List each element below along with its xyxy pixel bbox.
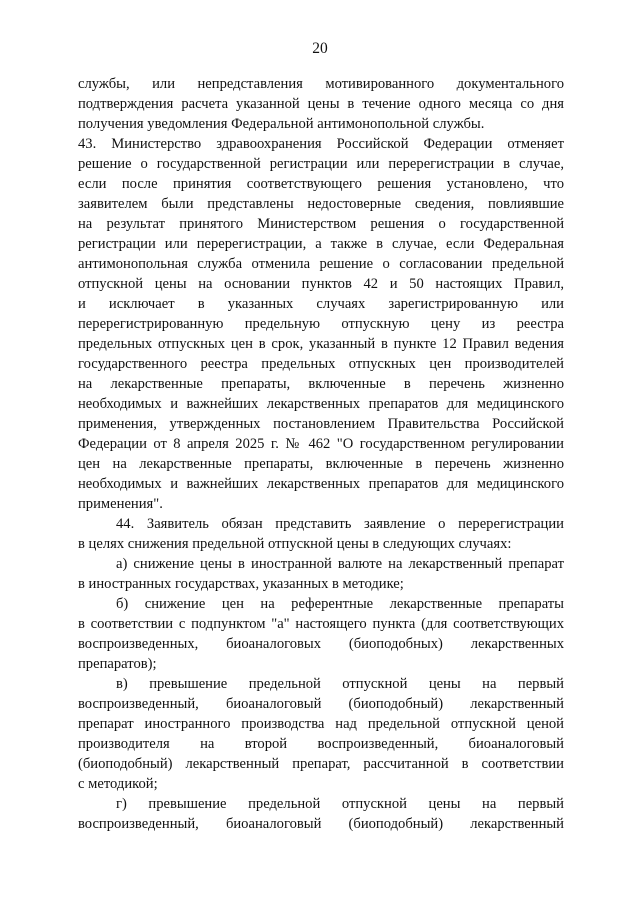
text-line: необходимых и важнейших лекарственных препаратов для медицинского (78, 396, 564, 412)
body-text (78, 74, 564, 834)
text-line: государственного реестра предельных отпускных цен производителей (78, 356, 564, 372)
text-line: отпускной цены на основании пунктов 42 и 50 настоящих Правил, (78, 276, 564, 292)
text-line: на лекарственные препараты, включенные в перечень жизненно (78, 376, 564, 392)
text-line: 43. Министерство здравоохранения Российской Федерации отменяет (78, 136, 564, 152)
text-line: на результат принятого Министерством решения о государственной (78, 216, 564, 232)
text-line: в целях снижения предельной отпускной цены в следующих случаях: (78, 536, 512, 552)
text-line: службы, или непредставления мотивированного документального (78, 76, 564, 92)
text-line: если после принятия соответствующего решения установлено, что (78, 176, 564, 192)
text-line: подтверждения расчета указанной цены в течение одного месяца со дня (78, 96, 564, 112)
text-line: б) снижение цен на референтные лекарственные препараты (116, 596, 564, 612)
text-line: и исключает в указанных случаях зарегистрированную или (78, 296, 564, 312)
text-line: Федерации от 8 апреля 2025 г. № 462 "О государственном регулировании (78, 436, 564, 452)
text-line: регистрации или перерегистрации, а также в случае, если Федеральная (78, 236, 564, 252)
text-line: воспроизведенный, биоаналоговый (биоподобный) лекарственный (78, 816, 564, 832)
text-line: применения". (78, 496, 163, 512)
text-line: в) превышение предельной отпускной цены на первый (116, 676, 564, 692)
text-line: (биоподобный) лекарственный препарат, рассчитанной в соответствии (78, 756, 564, 772)
text-line: воспроизведенный, биоаналоговый (биоподобный) лекарственный (78, 696, 564, 712)
text-line: производителя на второй воспроизведенный, биоаналоговый (78, 736, 564, 752)
text-line: с методикой; (78, 776, 158, 792)
text-line: цен на лекарственные препараты, включенные в перечень жизненно (78, 456, 564, 472)
text-line: антимонопольная служба отменила решение о согласовании предельной (78, 256, 564, 272)
text-line: заявителем были представлены недостоверные сведения, повлиявшие (78, 196, 564, 212)
text-line: перерегистрированную предельную отпускную цену из реестра (78, 316, 564, 332)
text-line: в иностранных государствах, указанных в методике; (78, 576, 404, 592)
text-line: г) превышение предельной отпускной цены на первый (116, 796, 564, 812)
text-line: 44. Заявитель обязан представить заявление о перерегистрации (116, 516, 564, 532)
text-line: воспроизведенных, биоаналоговых (биоподобных) лекарственных (78, 636, 564, 652)
text-line: необходимых и важнейших лекарственных препаратов для медицинского (78, 476, 564, 492)
text-line: препаратов); (78, 656, 157, 672)
text-line: препарат иностранного производства над предельной отпускной ценой (78, 716, 564, 732)
text-line: применения, утвержденных постановлением Правительства Российской (78, 416, 564, 432)
text-line: а) снижение цены в иностранной валюте на лекарственный препарат (116, 556, 564, 572)
text-line: предельных отпускных цен в срок, указанный в пункте 12 Правил ведения (78, 336, 564, 352)
text-line: решение о государственной регистрации или перерегистрации в случае, (78, 156, 564, 172)
text-line: получения уведомления Федеральной антимонопольной службы. (78, 116, 485, 132)
text-line: в соответствии с подпунктом "а" настоящего пункта (для соответствующих (78, 616, 564, 632)
page-number: 20 (312, 40, 328, 57)
